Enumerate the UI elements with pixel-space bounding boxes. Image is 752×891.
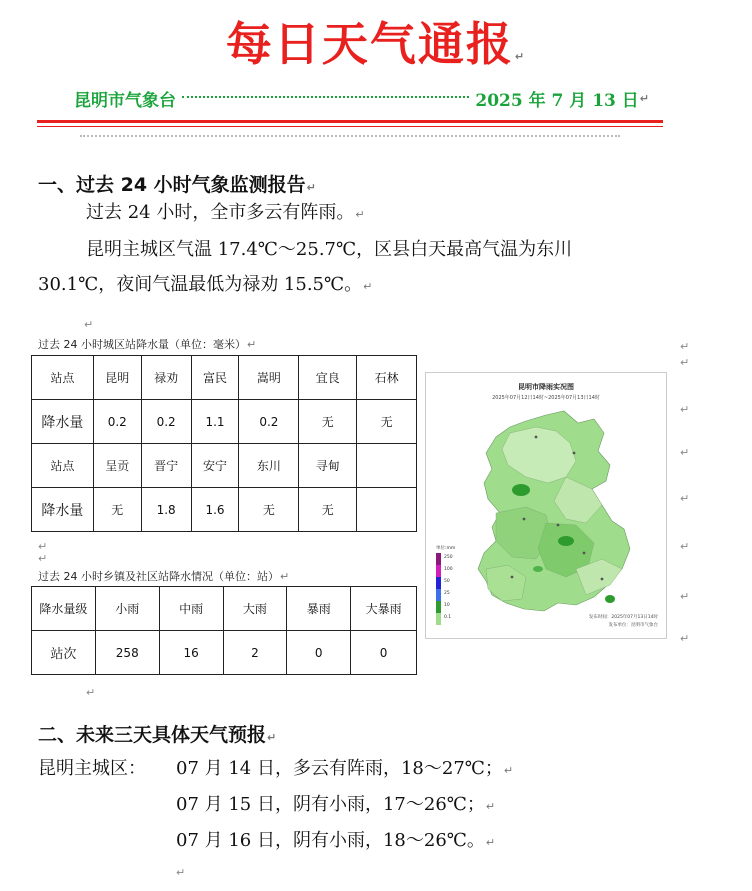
table-row: 站点 昆明 禄劝 富民 嵩明 宜良 石林	[32, 356, 417, 400]
table2-caption: 过去 24 小时乡镇及社区站降水情况（单位：站）↵	[38, 570, 290, 583]
forecast-day3: 07 月 16 日，阴有小雨，18～26℃。↵	[176, 830, 496, 851]
issuing-org: 昆明市气象台	[74, 91, 176, 111]
heavy-rain-patch	[605, 595, 615, 603]
station-dot	[523, 518, 526, 521]
station-dot	[511, 576, 514, 579]
station-dot	[557, 524, 560, 527]
table-row: 降水量 无 1.8 1.6 无 无	[32, 488, 417, 532]
summary-paragraph: 过去 24 小时，全市多云有阵雨。↵	[86, 202, 365, 223]
legend-label: 10	[444, 603, 450, 608]
heavy-rain-patch	[512, 484, 530, 496]
temperature-line-2: 30.1℃，夜间气温最低为禄劝 15.5℃。↵	[38, 274, 373, 295]
map-subtitle: 2025年07月12日14时~2025年07月13日14时	[492, 395, 600, 401]
township-precip-table	[31, 586, 417, 675]
table-row: 站次 258 16 2 0 0	[32, 631, 417, 675]
legend-swatch	[436, 553, 441, 565]
precip-map-graphic	[426, 373, 666, 638]
section1-heading: 一、过去 24 小时气象监测报告↵	[38, 174, 316, 196]
table1-caption: 过去 24 小时城区站降水量（单位：毫米）↵	[38, 338, 257, 351]
station-dot	[583, 552, 586, 555]
forecast-day1: 07 月 14 日，多云有阵雨，18～27℃；↵	[176, 758, 514, 779]
legend-label: 100	[444, 567, 453, 572]
legend-label: 0.1	[444, 615, 452, 620]
moderate-rain-patch	[533, 566, 543, 572]
map-title: 昆明市降雨实况图	[518, 383, 574, 391]
legend-swatch	[436, 601, 441, 613]
header-rule-thick	[37, 120, 663, 123]
table-row: 降水量 0.2 0.2 1.1 0.2 无 无	[32, 400, 417, 444]
forecast-day2: 07 月 15 日，阴有小雨，17～26℃；↵	[176, 794, 496, 815]
precip-legend	[436, 553, 453, 625]
precip-map	[425, 372, 667, 639]
heavy-rain-patch	[558, 536, 574, 546]
legend-swatch	[436, 589, 441, 601]
legend-label: 25	[444, 591, 450, 596]
dotted-divider	[80, 135, 620, 137]
city-precip-table	[31, 355, 417, 532]
header-subline: 昆明市气象台 2025 年 7 月 13 日 ↵	[74, 86, 649, 111]
station-dot	[573, 452, 576, 455]
station-dot	[535, 436, 538, 439]
legend-label: 250	[444, 555, 453, 560]
map-footer-unit: 发布单位：昆明市气象台	[608, 623, 658, 628]
section2-heading: 二、未来三天具体天气预报↵	[38, 724, 277, 746]
legend-swatch	[436, 613, 441, 625]
map-footer-time: 发布时间：2025年07月13日14时	[588, 615, 658, 620]
table-row: 降水量级 小雨 中雨 大雨 暴雨 大暴雨	[32, 587, 417, 631]
temperature-line-1: 昆明主城区气温 17.4℃～25.7℃，区县白天最高气温为东川	[86, 239, 573, 260]
legend-title: 单位:mm	[436, 546, 456, 551]
report-title: 每日天气通报↵	[225, 17, 527, 71]
table-row: 站点 呈贡 晋宁 安宁 东川 寻甸	[32, 444, 417, 488]
issue-date: 2025 年 7 月 13 日	[475, 91, 639, 111]
forecast-lead: 昆明主城区：	[38, 758, 146, 779]
dotted-leader	[182, 96, 469, 98]
legend-swatch	[436, 565, 441, 577]
station-dot	[601, 578, 604, 581]
header-rule-thin	[37, 126, 663, 127]
legend-label: 50	[444, 579, 450, 584]
legend-swatch	[436, 577, 441, 589]
